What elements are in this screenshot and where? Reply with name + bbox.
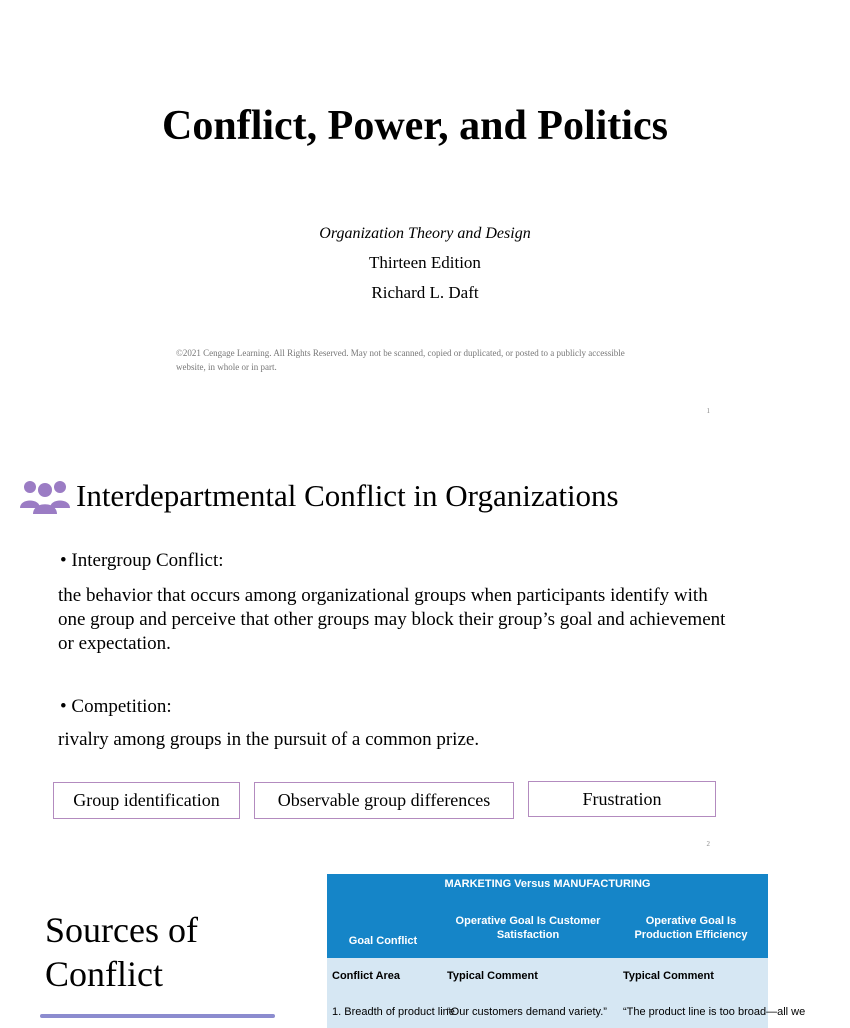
col-customer-satisfaction: Operative Goal Is Customer Satisfaction	[455, 915, 601, 941]
table-header	[327, 874, 768, 958]
group-people-icon	[18, 476, 72, 516]
page-number: 2	[706, 840, 710, 848]
cell-typical-comment: Typical Comment	[447, 970, 538, 982]
col-goal-conflict: Goal Conflict	[348, 935, 418, 947]
definition-competition: rivalry among groups in the pursuit of a common prize.	[58, 729, 480, 750]
heading-text: Interdepartmental Conflict in Organizations	[76, 478, 619, 513]
title-underline	[40, 1014, 275, 1018]
intergroup-slide	[0, 432, 768, 864]
definition-intergroup: the behavior that occurs among organizational groups when participants identify with one group and perceive that other groups may block their group’s goal and achievement or expectation.	[58, 585, 726, 654]
bullet-intergroup: • Intergroup Conflict:	[60, 550, 224, 571]
box-observable-differences: Observable group differences	[254, 782, 514, 819]
goal-conflict-table	[327, 874, 806, 1024]
box-group-identification: Group identification	[53, 782, 240, 819]
author: Richard L. Daft	[371, 283, 479, 302]
slide-heading	[18, 476, 619, 516]
sources-slide	[0, 864, 806, 1024]
box-frustration: Frustration	[528, 781, 716, 817]
slide-title: Sources of Conflict	[45, 910, 198, 994]
title-slide	[0, 0, 768, 432]
table-body	[327, 958, 806, 1028]
cell-product-line: 1. Breadth of product line	[332, 1006, 455, 1018]
cell-typical-comment: Typical Comment	[623, 970, 714, 982]
bullet-competition: • Competition:	[60, 696, 172, 717]
page-number: 1	[706, 407, 710, 415]
col-production-efficiency: Operative Goal Is Production Efficiency	[634, 915, 748, 941]
cell-marketing-comment: “Our customers demand variety.”	[447, 1006, 607, 1018]
cell-conflict-area: Conflict Area	[332, 970, 401, 982]
cell-manufacturing-comment: “The product line is too broad—all we	[623, 1006, 806, 1018]
edition: Thirteen Edition	[369, 253, 481, 272]
copyright-notice: ©2021 Cengage Learning. All Rights Reserved. May not be scanned, copied or duplicated, or posted to a publicly accessible website, in whole or in part.	[176, 348, 625, 372]
slide-title: Conflict, Power, and Politics	[162, 103, 668, 149]
table-title: MARKETING Versus MANUFACTURING	[444, 878, 651, 890]
book-title: Organization Theory and Design	[319, 225, 531, 242]
